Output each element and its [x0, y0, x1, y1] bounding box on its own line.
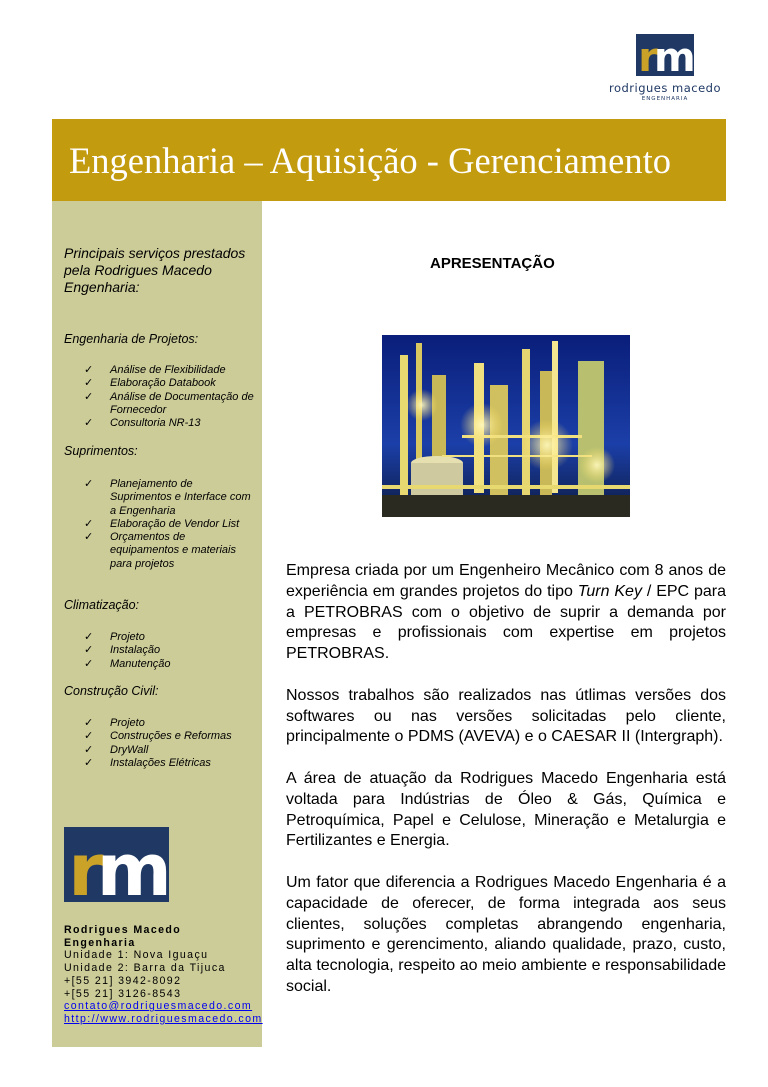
sidebar-logo — [64, 827, 169, 912]
list-item: ✓ Instalações Elétricas — [84, 756, 211, 769]
section-title-suprimentos: Suprimentos: — [64, 444, 138, 458]
list-item: ✓ Elaboração Databook — [84, 377, 216, 390]
list-item: ✓ Instalação — [84, 644, 161, 657]
company-name: Rodrigues Macedo — [64, 924, 182, 936]
section-title-engenharia: Engenharia de Projetos: — [64, 332, 199, 346]
check-icon: ✓ — [84, 631, 94, 643]
website-link[interactable]: http://www.rodriguesmacedo.com — [64, 1012, 263, 1025]
company-name-line2: Engenharia — [64, 936, 136, 949]
email-link[interactable]: contato@rodriguesmacedo.com — [64, 1000, 253, 1013]
unit-2: Unidade 2: Barra da Tijuca — [64, 962, 226, 975]
contact-block — [64, 924, 263, 1026]
list-item: ✓ Planejamento de Suprimentos e Interface com a Engenharia — [84, 478, 251, 517]
list-engenharia — [84, 364, 254, 430]
check-icon: ✓ — [84, 377, 94, 390]
check-icon: ✓ — [84, 417, 94, 430]
title-banner — [52, 119, 726, 201]
section-title-climatizacao: Climatização: — [64, 598, 140, 612]
paragraph-2: Nossos trabalhos são realizados nas útlimas versões dos softwares ou nas versões solicitadas pelo cliente, principalmente o PDMS (AVEVA) e o CAESAR II (Intergraph). — [286, 686, 726, 746]
check-icon: ✓ — [84, 478, 94, 490]
company-logo — [606, 34, 724, 102]
refinery-at-night-photo-icon — [382, 335, 630, 517]
list-item: ✓ Análise de Documentação de Fornecedor — [84, 390, 254, 416]
list-item: ✓ Elaboração de Vendor List — [84, 517, 240, 530]
list-suprimentos — [84, 478, 254, 571]
check-icon: ✓ — [84, 730, 94, 743]
list-item: ✓ DryWall — [84, 743, 149, 756]
logo-name: rodrigues macedo — [608, 81, 722, 95]
services-sidebar — [52, 201, 262, 1047]
paragraph-1: Empresa criada por um Engenheiro Mecânico com 8 anos de experiência em grandes projetos do tipo Turn Key / EPC para a PETROBRAS com o objetivo de suprir a demanda por empresas e profissionais com expertise em projetos PETROBRAS. — [286, 562, 727, 663]
list-construcao — [84, 717, 254, 770]
phone-1: +[55 21] 3942-8092 — [64, 974, 182, 987]
check-icon: ✓ — [84, 644, 94, 657]
phone-2: +[55 21] 3126-8543 — [64, 987, 182, 1000]
sidebar-intro: Principais serviços prestados pela Rodrigues Macedo Engenharia: — [64, 245, 246, 295]
logo-mark-letters: rm — [68, 828, 165, 912]
list-item: ✓ Projeto — [84, 717, 145, 729]
section-title-apresentacao: APRESENTAÇÃO — [430, 255, 555, 272]
check-icon: ✓ — [84, 657, 94, 670]
check-icon: ✓ — [84, 531, 94, 544]
refinery-photo — [382, 335, 630, 517]
section-title-construcao: Construção Civil: — [64, 684, 159, 698]
list-item: ✓ Análise de Flexibilidade — [84, 364, 226, 376]
paragraph-3: A área de atuação da Rodrigues Macedo Engenharia está voltada para Indústrias de Óleo & Gás, Química e Petroquímica, Papel e Celulose, Mineração e Metalurgia e Fertilizantes e Energia. — [286, 769, 726, 850]
check-icon: ✓ — [84, 717, 94, 729]
list-item: ✓ Manutenção — [84, 657, 171, 670]
logo-mark — [636, 34, 694, 81]
list-climatizacao — [84, 631, 254, 671]
list-item: ✓ Orçamentos de equipamentos e materiais para projetos — [84, 531, 236, 570]
list-item: ✓ Consultoria NR-13 — [84, 417, 201, 430]
check-icon: ✓ — [84, 364, 94, 376]
list-item: ✓ Construções e Reformas — [84, 730, 232, 743]
check-icon: ✓ — [84, 743, 94, 756]
logo-subtitle: ENGENHARIA — [641, 96, 689, 102]
unit-1: Unidade 1: Nova Iguaçu — [64, 949, 209, 962]
paragraph-4: Um fator que diferencia a Rodrigues Macedo Engenharia é a capacidade de oferecer, de forma integrada aos seus clientes, soluções completas abrangendo engenharia, suprimento e gerencimento, aliando qualidade, prazo, custo, alta tecnologia, respeito ao meio ambiente e responsabilidade social. — [286, 873, 726, 995]
check-icon: ✓ — [84, 756, 94, 769]
presentation-text — [286, 561, 726, 1019]
logo-mark-letters: rm — [638, 35, 692, 81]
list-item: ✓ Projeto — [84, 631, 145, 643]
banner-title: Engenharia – Aquisição - Gerenciamento — [69, 139, 672, 181]
check-icon: ✓ — [84, 517, 94, 530]
check-icon: ✓ — [84, 390, 94, 403]
